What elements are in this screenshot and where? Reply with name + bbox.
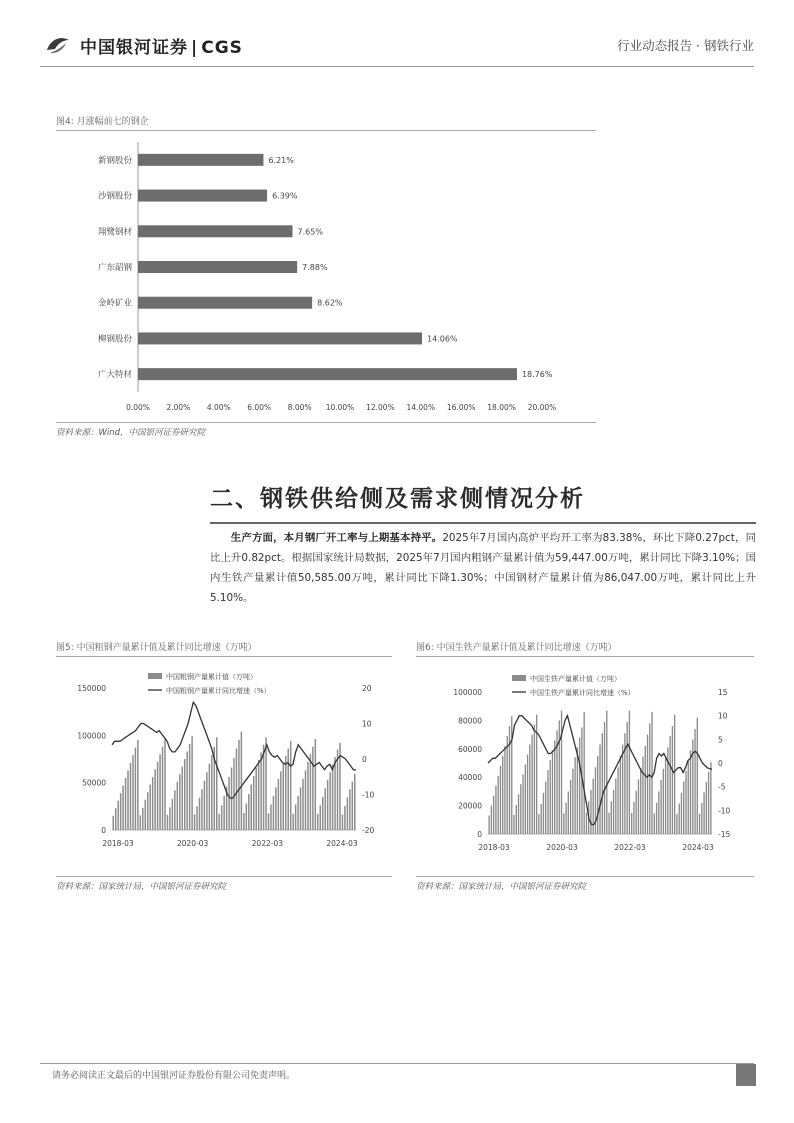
data-label: 6.39%	[272, 191, 298, 201]
bar	[590, 790, 591, 834]
bar	[500, 766, 501, 834]
bar	[683, 781, 684, 834]
bar	[186, 751, 187, 830]
bar	[593, 779, 594, 834]
bar	[663, 769, 664, 834]
bar	[138, 190, 267, 202]
page-number-block	[736, 1064, 756, 1086]
paragraph-lead: 生产方面，本月钢厂开工率与上期基本持平。	[230, 532, 443, 544]
bar	[697, 718, 698, 834]
bar	[251, 785, 252, 830]
x-tick-label: 10.00%	[325, 403, 355, 412]
bar	[329, 772, 330, 830]
bar	[342, 814, 343, 830]
category-label: 柳钢股份	[97, 334, 132, 345]
bar	[238, 740, 239, 830]
bar	[280, 771, 281, 830]
bar	[324, 788, 325, 830]
bar	[676, 814, 677, 834]
bar	[513, 815, 514, 834]
bar	[615, 779, 616, 834]
bar	[613, 790, 614, 834]
bar	[504, 746, 505, 834]
bar	[540, 804, 541, 834]
bar	[115, 808, 116, 830]
bar	[263, 745, 264, 830]
paragraph-body: 2025年7月国内高炉平均开工率为83.38%，环比下降0.27pct，同比上升0.82pct。根据国家统计局数据，2025年7月国内粗钢产量累计值为59,447.00万吨，累计同比下降3.10%；国内生铁产量累计值50,585.00万吨，累计同比下降1.30%；中国钢材产量累计值为86,047.00万吨，累计同比上升5.10%。	[210, 532, 756, 604]
bar	[209, 764, 210, 830]
section-divider	[210, 522, 756, 524]
bar	[599, 745, 600, 834]
bar	[117, 801, 118, 830]
bar	[681, 793, 682, 834]
bar	[649, 723, 650, 834]
bar	[159, 754, 160, 830]
bar	[292, 814, 293, 830]
category-label: 沙钢股份	[97, 191, 132, 202]
legend-swatch-bar	[512, 675, 526, 681]
y-right-tick-label: -15	[718, 830, 731, 839]
bar	[518, 794, 519, 834]
bar	[545, 781, 546, 834]
y-left-tick-label: 0	[101, 826, 106, 835]
bar	[572, 769, 573, 834]
bar	[246, 803, 247, 830]
bar	[563, 813, 564, 834]
bar	[122, 786, 123, 830]
bar	[672, 726, 673, 834]
bar	[295, 804, 296, 830]
bar	[228, 777, 229, 830]
bar	[574, 757, 575, 834]
bar	[112, 816, 113, 830]
y-left-tick-label: 100000	[77, 731, 106, 741]
data-label: 7.65%	[297, 227, 323, 237]
x-tick-label: 2020-03	[546, 843, 578, 852]
bar	[138, 368, 517, 380]
bar	[679, 803, 680, 834]
bar	[703, 793, 704, 834]
bar	[287, 749, 288, 830]
bar	[522, 774, 523, 834]
bar	[520, 784, 521, 834]
bar	[647, 735, 648, 834]
bar	[602, 733, 603, 834]
bar	[327, 780, 328, 830]
figure1-source-rule	[56, 422, 596, 423]
bar	[654, 813, 655, 834]
bar	[152, 777, 153, 830]
figure3-caption: 图6: 中国生铁产量累计值及累计同比增速（万吨）	[416, 643, 617, 653]
bar	[211, 755, 212, 830]
bar	[315, 739, 316, 830]
bar	[149, 785, 150, 830]
bar	[529, 745, 530, 834]
bar	[132, 755, 133, 830]
bar	[636, 791, 637, 834]
y-right-tick-label: -20	[362, 826, 375, 835]
bar	[349, 789, 350, 830]
bar	[658, 791, 659, 834]
bar	[216, 737, 217, 830]
x-tick-label: 16.00%	[446, 403, 476, 412]
bar	[201, 789, 202, 830]
bar	[300, 787, 301, 830]
bar	[516, 805, 517, 834]
data-label: 7.88%	[302, 263, 328, 272]
bar	[241, 732, 242, 830]
bar	[182, 767, 183, 830]
bar	[172, 799, 173, 830]
bar	[142, 808, 143, 830]
bar	[268, 813, 269, 830]
y-left-tick-label: 150000	[77, 684, 106, 693]
y-right-tick-label: 15	[718, 688, 728, 697]
data-label: 6.21%	[268, 155, 294, 165]
header-divider	[40, 66, 754, 67]
bar	[260, 752, 261, 830]
bar	[169, 807, 170, 830]
y-left-tick-label: 20000	[458, 801, 482, 811]
bar	[656, 803, 657, 834]
footer-divider	[40, 1063, 754, 1064]
y-right-tick-label: 20	[362, 684, 372, 693]
bar	[688, 760, 689, 834]
bar	[640, 768, 641, 834]
x-tick-label: 14.00%	[406, 403, 436, 412]
bar	[334, 757, 335, 830]
y-right-tick-label: -10	[718, 806, 731, 816]
bar	[310, 754, 311, 830]
y-left-tick-label: 60000	[458, 744, 482, 754]
figure3-source-rule	[416, 876, 754, 877]
bar	[322, 797, 323, 830]
bar	[620, 756, 621, 834]
bar	[586, 813, 587, 834]
x-tick-label: 6.00%	[247, 403, 272, 412]
bar	[631, 813, 632, 834]
legend-label: 中国生铁产量累计值（万吨）	[530, 675, 621, 683]
bar	[138, 332, 422, 344]
x-tick-label: 2022-03	[251, 839, 284, 848]
logo-icon	[44, 34, 72, 56]
bar	[604, 722, 605, 834]
category-label: 金岭矿业	[97, 298, 132, 309]
bar	[223, 796, 224, 830]
bar	[199, 798, 200, 830]
bar	[273, 796, 274, 830]
bar	[579, 737, 580, 834]
figure2-combo-chart	[56, 660, 392, 874]
bar	[708, 772, 709, 834]
bar	[608, 813, 609, 834]
figure2-source: 资料来源：国家统计局，中国银河证券研究院	[56, 882, 227, 892]
bar	[629, 710, 630, 834]
bar	[337, 750, 338, 830]
bar	[570, 780, 571, 834]
bar	[145, 800, 146, 830]
bar	[278, 779, 279, 830]
bar	[595, 767, 596, 834]
y-right-tick-label: 10	[718, 711, 728, 721]
bar	[194, 814, 195, 830]
bar	[258, 760, 259, 830]
bar	[167, 815, 168, 830]
figure1-caption-rule	[56, 130, 596, 131]
data-label: 8.62%	[317, 298, 343, 308]
x-tick-label: 2024-03	[682, 843, 714, 852]
bar	[137, 740, 138, 830]
logo-en: CGS	[201, 38, 243, 58]
figure3-source: 资料来源：国家统计局，中国银河证券研究院	[416, 882, 587, 892]
bar	[547, 770, 548, 834]
bar	[511, 716, 512, 834]
bar	[283, 764, 284, 830]
bar	[231, 768, 232, 830]
bar	[674, 715, 675, 834]
bar	[531, 735, 532, 834]
bar	[179, 774, 180, 830]
bar	[162, 747, 163, 830]
x-tick-label: 12.00%	[366, 403, 395, 412]
x-tick-label: 2024-03	[326, 839, 358, 848]
bar	[527, 754, 528, 834]
legend-label: 中国粗钢产量累计值（万吨）	[166, 673, 257, 681]
bar	[174, 790, 175, 830]
x-tick-label: 20.00%	[527, 403, 557, 412]
bar	[710, 762, 711, 834]
data-label: 14.06%	[427, 334, 458, 344]
bar	[669, 736, 670, 834]
x-tick-label: 4.00%	[206, 403, 231, 412]
bar	[285, 756, 286, 830]
bar	[320, 805, 321, 830]
bar	[191, 736, 192, 830]
bar	[344, 806, 345, 830]
bar	[253, 776, 254, 830]
bar	[699, 814, 700, 834]
bar	[561, 710, 562, 834]
category-label: 广东韶钢	[97, 263, 132, 273]
bar	[583, 712, 584, 834]
bar	[312, 747, 313, 830]
bar	[577, 747, 578, 834]
bar	[248, 794, 249, 830]
bar	[694, 729, 695, 834]
bar	[138, 225, 293, 237]
bar	[120, 793, 121, 830]
x-tick-label: 18.00%	[487, 403, 516, 412]
bar	[597, 756, 598, 834]
bar	[164, 739, 165, 830]
x-tick-label: 2.00%	[166, 403, 191, 412]
bar	[507, 736, 508, 834]
bar	[138, 154, 263, 166]
x-tick-label: 0.00%	[126, 403, 150, 412]
bar	[290, 741, 291, 830]
figure3-caption-rule	[416, 656, 754, 657]
figure2-caption: 图5: 中国粗钢产量累计值及累计同比增速（万吨）	[56, 643, 257, 653]
category-label: 新钢股份	[97, 155, 132, 166]
bar	[233, 758, 234, 830]
bar	[317, 814, 318, 830]
x-tick-label: 2020-03	[176, 839, 209, 848]
bar	[502, 756, 503, 834]
figure2-caption-rule	[56, 656, 392, 657]
bar	[606, 710, 607, 834]
bar	[622, 745, 623, 834]
bar	[690, 750, 691, 834]
bar	[265, 737, 266, 830]
bar	[645, 746, 646, 834]
legend-label: 中国粗钢产量累计同比增速（%）	[166, 687, 271, 695]
bar	[138, 261, 297, 273]
legend-label: 中国生铁产量累计同比增速（%）	[530, 689, 635, 697]
bar	[302, 779, 303, 830]
y-left-tick-label: 80000	[458, 716, 482, 726]
report-category: 行业动态报告 · 钢铁行业	[617, 38, 754, 53]
bar	[706, 782, 707, 834]
bar	[255, 768, 256, 830]
logo-separator: |	[191, 38, 199, 58]
bar	[218, 814, 219, 830]
bar	[534, 725, 535, 834]
bar	[189, 744, 190, 830]
y-left-tick-label: 0	[477, 830, 482, 839]
section-paragraph	[210, 528, 756, 608]
bar	[660, 780, 661, 834]
bar	[633, 802, 634, 834]
figure1-caption: 图4: 月涨幅前七的钢企	[56, 117, 149, 127]
bar	[332, 765, 333, 830]
bar	[125, 778, 126, 830]
bar	[617, 767, 618, 834]
x-tick-label: 8.00%	[287, 403, 312, 412]
bar	[196, 806, 197, 830]
bar	[236, 749, 237, 830]
bar	[493, 796, 494, 834]
bar	[550, 760, 551, 834]
bar	[270, 804, 271, 830]
bar	[147, 792, 148, 830]
bar	[130, 763, 131, 830]
footer-disclaimer: 请务必阅读正文最后的中国银河证券股份有限公司免责声明。	[52, 1071, 296, 1081]
bar	[307, 762, 308, 830]
bar	[552, 750, 553, 834]
bar	[568, 791, 569, 834]
y-right-tick-label: -10	[362, 790, 375, 800]
bar	[354, 774, 355, 830]
bar	[491, 806, 492, 834]
logo-name: 中国银河证券	[80, 38, 188, 58]
bar	[538, 814, 539, 834]
legend-swatch-bar	[148, 673, 162, 679]
bar	[305, 770, 306, 830]
bar	[495, 786, 496, 834]
bar	[665, 758, 666, 834]
figure1-bar-chart	[56, 134, 596, 420]
bar	[565, 803, 566, 834]
bar	[685, 771, 686, 834]
bar	[140, 815, 141, 830]
bar	[642, 757, 643, 834]
bar	[559, 720, 560, 834]
category-label: 广大特材	[97, 370, 132, 381]
y-right-tick-label: 0	[362, 755, 367, 764]
x-tick-label: 2022-03	[614, 843, 646, 852]
logo-text	[80, 33, 243, 58]
bar	[221, 805, 222, 830]
bar	[611, 801, 612, 834]
y-left-tick-label: 100000	[453, 688, 482, 697]
y-left-tick-label: 40000	[458, 773, 482, 783]
bar	[135, 748, 136, 830]
figure3-combo-chart	[416, 660, 754, 874]
bar	[701, 803, 702, 834]
bar	[275, 787, 276, 830]
y-right-tick-label: 0	[718, 759, 723, 768]
y-right-tick-label: 5	[718, 735, 723, 745]
bar	[297, 796, 298, 830]
bar	[554, 740, 555, 834]
bar	[651, 712, 652, 834]
x-tick-label: 2018-03	[478, 843, 510, 852]
bar	[488, 816, 489, 834]
bar	[138, 297, 312, 309]
bar	[626, 722, 627, 834]
bar	[204, 781, 205, 830]
bar	[525, 764, 526, 834]
x-tick-label: 2018-03	[102, 839, 134, 848]
bar	[347, 797, 348, 830]
bar	[206, 772, 207, 830]
bar	[498, 776, 499, 834]
bar	[352, 782, 353, 830]
bar	[184, 759, 185, 830]
section-title: 二、钢铁供给侧及需求侧情况分析	[210, 485, 585, 512]
bar	[638, 779, 639, 834]
figure1-source: 资料来源：Wind，中国银河证券研究院	[56, 428, 206, 438]
bar	[127, 770, 128, 830]
bar	[543, 793, 544, 834]
bar	[154, 769, 155, 830]
category-label: 翔鹭钢材	[97, 227, 132, 238]
bar	[157, 762, 158, 830]
bar	[243, 813, 244, 830]
data-label: 18.76%	[521, 370, 553, 380]
y-right-tick-label: -5	[718, 782, 726, 792]
y-left-tick-label: 50000	[82, 778, 106, 788]
figure2-source-rule	[56, 876, 392, 877]
bar	[177, 782, 178, 830]
y-right-tick-label: 10	[362, 719, 372, 729]
